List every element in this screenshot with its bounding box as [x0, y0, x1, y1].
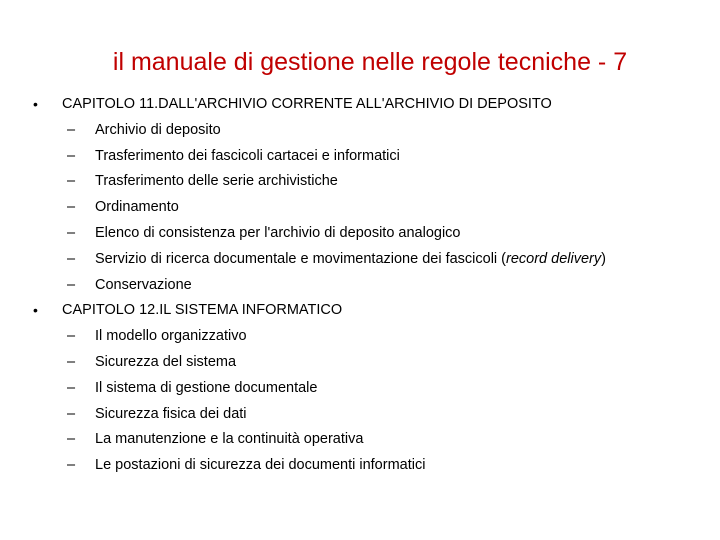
dash-icon: – [67, 431, 76, 448]
list-item-text: Il modello organizzativo [95, 328, 247, 345]
list-item [30, 453, 700, 479]
dash-icon: – [67, 276, 76, 293]
dash-icon: – [67, 121, 76, 138]
list-item-text: Ordinamento [95, 199, 179, 216]
dash-icon: – [67, 379, 76, 396]
chapter-heading-text: CAPITOLO 12.IL SISTEMA INFORMATICO [62, 302, 343, 319]
list-item-text-after: ) [601, 250, 606, 267]
list-item [30, 427, 700, 453]
chapter-heading [30, 298, 700, 324]
list-item-text: Il sistema di gestione documentale [95, 379, 318, 396]
list-item [30, 376, 700, 402]
list-item [30, 169, 700, 195]
list-item [30, 221, 700, 247]
dash-icon: – [67, 250, 76, 267]
list-item [30, 273, 700, 299]
dash-icon: – [67, 328, 76, 345]
chapter-11-sections [30, 118, 700, 299]
dash-icon: – [67, 457, 76, 474]
chapter-11 [30, 92, 700, 298]
list-item-text: Le postazioni di sicurezza dei documenti informatici [95, 457, 426, 474]
list-item [30, 402, 700, 428]
chapter-12 [30, 298, 700, 479]
slide-title: il manuale di gestione nelle regole tecniche - 7 [112, 48, 628, 76]
list-item-text-before: Servizio di ricerca documentale e movimentazione dei fascicoli ( [95, 250, 507, 267]
list-item-text [95, 251, 606, 267]
chapter-12-sections [30, 324, 700, 479]
list-item-text: Archivio di deposito [95, 121, 221, 138]
list-item-text: La manutenzione e la continuità operativa [95, 431, 364, 448]
chapter-heading-text: CAPITOLO 11.DALL'ARCHIVIO CORRENTE ALL'ARCHIVIO DI DEPOSITO [62, 96, 552, 112]
dash-icon: – [67, 405, 76, 422]
list-item-text: Elenco di consistenza per l'archivio di deposito analogico [95, 224, 461, 241]
list-item [30, 324, 700, 350]
dash-icon: – [67, 353, 76, 370]
list-item-text: Conservazione [95, 276, 192, 293]
bullet-icon: • [33, 96, 38, 112]
list-item-text: Sicurezza fisica dei dati [95, 405, 247, 422]
list-item-text: Sicurezza del sistema [95, 353, 237, 370]
list-item [30, 350, 700, 376]
dash-icon: – [67, 173, 76, 190]
list-item-text: Trasferimento dei fascicoli cartacei e informatici [95, 147, 400, 164]
chapter-list [30, 92, 700, 479]
list-item-text-italic: record delivery [506, 250, 602, 267]
list-item [30, 144, 700, 170]
dash-icon: – [67, 199, 76, 216]
chapter-heading [30, 92, 700, 118]
list-item [30, 195, 700, 221]
bullet-icon: • [33, 302, 38, 319]
list-item [30, 118, 700, 144]
dash-icon: – [67, 147, 76, 164]
list-item [30, 247, 700, 273]
list-item-text: Trasferimento delle serie archivistiche [95, 173, 338, 190]
dash-icon: – [67, 224, 76, 241]
